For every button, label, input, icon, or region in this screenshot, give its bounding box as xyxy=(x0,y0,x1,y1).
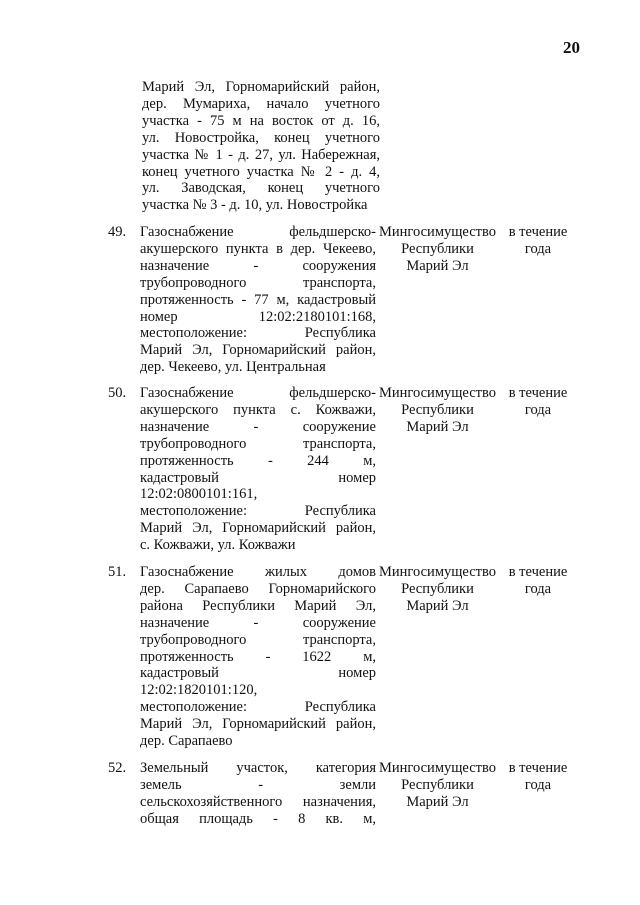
row-term xyxy=(504,224,572,258)
description-line: протяженность - 244 м, xyxy=(140,452,376,469)
description-line: дер. Сарапаево xyxy=(140,733,233,750)
continuation-line: конец учетного участка № 2 - д. 4, xyxy=(142,163,380,180)
description-line: протяженность - 77 м, кадастровый xyxy=(140,291,376,308)
organization-line: Марий Эл xyxy=(406,793,469,810)
term-line: в течение xyxy=(508,224,568,240)
organization-line: Республики xyxy=(401,401,474,418)
description-line: местоположение: Республика xyxy=(140,503,376,520)
row-term xyxy=(504,760,572,794)
continuation-line: участка № 3 - д. 10, ул. Новостройка xyxy=(142,197,368,214)
description-line: назначение - сооружение xyxy=(140,614,376,631)
description-line: Марий Эл, Горномарийский район, xyxy=(140,716,376,733)
row-organization xyxy=(375,224,500,275)
continuation-text xyxy=(142,79,380,214)
description-line: района Республики Марий Эл, xyxy=(140,597,376,614)
description-line: Марий Эл, Горномарийский район, xyxy=(140,520,376,537)
row-organization xyxy=(375,564,500,615)
page-number: 20 xyxy=(563,38,580,57)
description-line: с. Кожважи, ул. Кожважи xyxy=(140,537,296,554)
organization-line: Мингосимущество xyxy=(379,760,496,776)
description-line: земель - земли xyxy=(140,776,376,793)
row-description xyxy=(140,224,376,376)
description-line: местоположение: Республика xyxy=(140,325,376,342)
description-line: 12:02:0800101:161, xyxy=(140,486,258,503)
term-line: в течение xyxy=(508,760,568,776)
organization-line: Республики xyxy=(401,580,474,597)
description-line: дер. Чекеево, ул. Центральная xyxy=(140,359,326,376)
continuation-line: ул. Заводская, конец учетного xyxy=(142,180,380,197)
organization-line: Марий Эл xyxy=(406,257,469,274)
description-line: протяженность - 1622 м, xyxy=(140,648,376,665)
continuation-line: ул. Новостройка, конец учетного xyxy=(142,129,380,146)
row-number: 50. xyxy=(108,385,127,401)
organization-line: Республики xyxy=(401,240,474,257)
continuation-line: Марий Эл, Горномарийский район, xyxy=(142,79,380,95)
description-line: назначение - сооружение xyxy=(140,418,376,435)
term-line: года xyxy=(524,240,552,257)
organization-line: Республики xyxy=(401,776,474,793)
row-description xyxy=(140,385,376,554)
description-line: кадастровый номер xyxy=(140,469,376,486)
description-line: Газоснабжение фельдшерско- xyxy=(140,224,376,240)
description-line: общая площадь - 8 кв. м, xyxy=(140,810,376,827)
term-line: в течение xyxy=(508,564,568,580)
row-description xyxy=(140,760,376,828)
description-line: Марий Эл, Горномарийский район, xyxy=(140,342,376,359)
continuation-line: участка № 1 - д. 27, ул. Набережная, xyxy=(142,146,380,163)
description-line: назначение - сооружения xyxy=(140,257,376,274)
description-line: сельскохозяйственного назначения, xyxy=(140,793,376,810)
organization-line: Мингосимущество xyxy=(379,385,496,401)
organization-line: Марий Эл xyxy=(406,418,469,435)
description-line: Газоснабжение фельдшерско- xyxy=(140,385,376,401)
row-term xyxy=(504,564,572,598)
description-line: трубопроводного транспорта, xyxy=(140,435,376,452)
description-line: 12:02:1820101:120, xyxy=(140,682,258,699)
continuation-line: дер. Мумариха, начало учетного xyxy=(142,95,380,112)
row-description xyxy=(140,564,376,750)
row-number: 49. xyxy=(108,224,127,240)
description-line: кадастровый номер xyxy=(140,665,376,682)
continuation-line: участка - 75 м на восток от д. 16, xyxy=(142,112,380,129)
row-organization xyxy=(375,760,500,811)
term-line: года xyxy=(524,401,552,418)
term-line: в течение xyxy=(508,385,568,401)
organization-line: Марий Эл xyxy=(406,597,469,614)
term-line: года xyxy=(524,580,552,597)
row-term xyxy=(504,385,572,419)
term-line: года xyxy=(524,776,552,793)
organization-line: Мингосимущество xyxy=(379,564,496,580)
row-number: 52. xyxy=(108,760,127,776)
description-line: Газоснабжение жилых домов xyxy=(140,564,376,580)
description-line: Земельный участок, категория xyxy=(140,760,376,776)
organization-line: Мингосимущество xyxy=(379,224,496,240)
description-line: местоположение: Республика xyxy=(140,699,376,716)
description-line: трубопроводного транспорта, xyxy=(140,274,376,291)
description-line: дер. Сарапаево Горномарийского xyxy=(140,580,376,597)
description-line: номер 12:02:2180101:168, xyxy=(140,308,376,325)
description-line: акушерского пункта в дер. Чекеево, xyxy=(140,240,376,257)
description-line: акушерского пункта с. Кожважи, xyxy=(140,401,376,418)
row-organization xyxy=(375,385,500,436)
description-line: трубопроводного транспорта, xyxy=(140,631,376,648)
row-number: 51. xyxy=(108,564,127,580)
